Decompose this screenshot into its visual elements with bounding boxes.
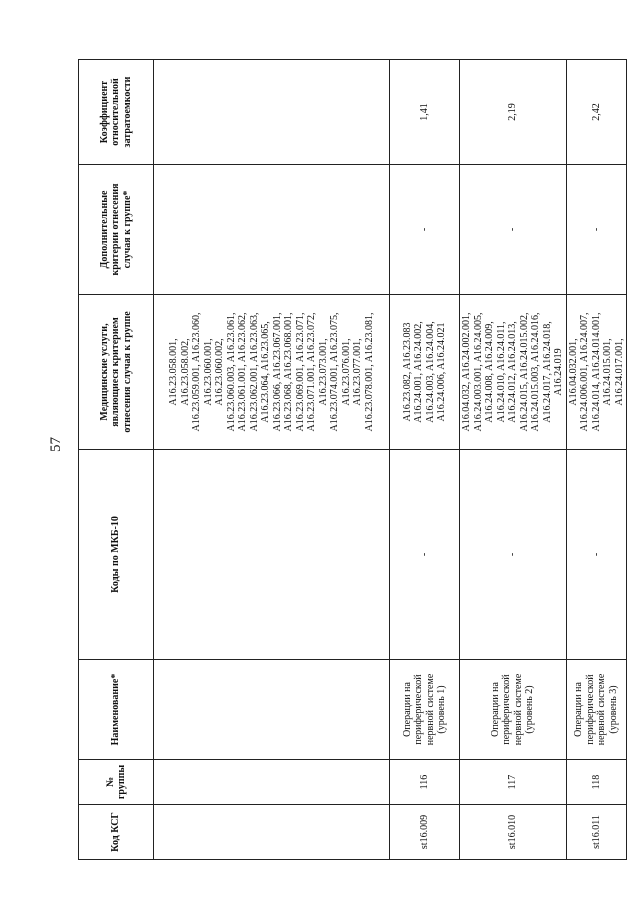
table-row bbox=[390, 60, 460, 860]
service-code-line: A16.23.068, A16.23.068.001, bbox=[283, 312, 294, 432]
service-code-line: A16.23.060.002, bbox=[214, 338, 225, 406]
cell-name bbox=[154, 660, 390, 760]
service-code-line: A16.24.010, A16.24.011, bbox=[495, 321, 507, 423]
cell-code: st16.009 bbox=[390, 805, 460, 860]
cell-icd-codes: - bbox=[390, 450, 460, 660]
header-icd-codes: Коды по МКБ-10 bbox=[79, 450, 154, 660]
cell-services bbox=[566, 295, 627, 450]
service-code-line: A16.24.001, A16.24.002, bbox=[413, 321, 424, 423]
ksg-table bbox=[78, 59, 627, 860]
cell-services bbox=[460, 295, 567, 450]
header-group-no: № группы bbox=[79, 760, 154, 805]
service-code-line: A16.04.032.001, bbox=[567, 338, 579, 406]
cell-coefficient bbox=[154, 60, 390, 165]
cell-coefficient: 1,41 bbox=[390, 60, 460, 165]
service-code-line: A16.24.012, A16.24.013, bbox=[507, 321, 518, 423]
service-code-line: A16.23.077.001, bbox=[352, 338, 363, 406]
cell-extra-criteria: - bbox=[566, 165, 627, 295]
service-code-line: A16.23.064, A16.23.065, bbox=[260, 321, 271, 423]
service-code-line: A16.24.015.003, A16.24.016, bbox=[530, 312, 541, 432]
cell-name: Операции на периферической нервной системе (уровень 3) bbox=[566, 660, 627, 760]
cell-icd-codes: - bbox=[566, 450, 627, 660]
service-code-line: A16.23.076.001, bbox=[340, 338, 352, 406]
page-number: 57 bbox=[48, 437, 64, 452]
service-code-line: A16.23.058.002, bbox=[179, 338, 191, 406]
service-code-line: A16.23.074.001, A16.23.075, bbox=[329, 312, 340, 432]
service-code-line: A16.24.015.001, bbox=[602, 338, 613, 406]
header-code: Код КСГ bbox=[79, 805, 154, 860]
service-code-line: A16.23.082, A16.23.083 bbox=[401, 322, 413, 422]
service-code-line: A16.24.008, A16.24.009, bbox=[484, 321, 495, 423]
cell-services bbox=[154, 295, 390, 450]
service-code-line: A16.24.003.001, A16.24.005, bbox=[472, 312, 484, 432]
service-code-line: A16.23.058.001, bbox=[168, 338, 179, 406]
service-code-line: A16.23.060.001, bbox=[202, 338, 214, 406]
service-code-line: A16.24.019 bbox=[553, 348, 564, 396]
cell-coefficient: 2,19 bbox=[460, 60, 567, 165]
cell-extra-criteria: - bbox=[460, 165, 567, 295]
service-code-line: A16.23.071.001, A16.23.072, bbox=[306, 312, 317, 432]
cell-icd-codes bbox=[154, 450, 390, 660]
header-coefficient: Коэффициент относительной затратоемкости bbox=[79, 60, 154, 165]
cell-code: st16.011 bbox=[566, 805, 627, 860]
service-code-line: A16.23.069.001, A16.23.071, bbox=[294, 312, 306, 432]
service-code-line: A16.04.032, A16.24.002.001, bbox=[461, 312, 472, 432]
cell-code: st16.010 bbox=[460, 805, 567, 860]
cell-extra-criteria: - bbox=[390, 165, 460, 295]
service-code-line: A16.23.061.001, A16.23.062, bbox=[237, 312, 248, 432]
cell-group-no: 116 bbox=[390, 760, 460, 805]
table-row bbox=[566, 60, 627, 860]
service-code-line: A16.24.003, A16.24.004, bbox=[424, 321, 436, 423]
service-code-line: A16.24.015, A16.24.015.002, bbox=[518, 312, 530, 432]
header-services: Медицинские услуги, являющиеся критерием отнесения случая к группе bbox=[79, 295, 154, 450]
cell-coefficient: 2,42 bbox=[566, 60, 627, 165]
cell-services bbox=[390, 295, 460, 450]
service-code-line: A16.23.059.001, A16.23.060, bbox=[191, 312, 202, 432]
rotated-table-wrapper bbox=[78, 60, 625, 860]
cell-group-no: 118 bbox=[566, 760, 627, 805]
cell-group-no: 117 bbox=[460, 760, 567, 805]
service-code-line: A16.24.017, A16.24.018, bbox=[541, 321, 553, 423]
cell-group-no bbox=[154, 760, 390, 805]
service-code-line: A16.24.006, A16.24.021 bbox=[436, 322, 447, 422]
service-code-line: A16.24.014, A16.24.014.001, bbox=[590, 312, 602, 432]
table-header-row bbox=[79, 60, 154, 860]
table-row bbox=[460, 60, 567, 860]
service-code-line: A16.23.073.001, bbox=[317, 338, 329, 406]
cell-extra-criteria bbox=[154, 165, 390, 295]
service-code-line: A16.23.066, A16.23.067.001, bbox=[271, 312, 283, 432]
cell-code bbox=[154, 805, 390, 860]
service-code-line: A16.23.060.003, A16.23.061, bbox=[225, 312, 237, 432]
cell-name: Операции на периферической нервной системе (уровень 2) bbox=[460, 660, 567, 760]
header-name: Наименование* bbox=[79, 660, 154, 760]
service-code-line: A16.24.017.001, bbox=[613, 338, 625, 406]
service-code-line: A16.24.006.001, A16.24.007, bbox=[579, 312, 590, 432]
service-code-line: A16.23.062.001, A16.23.063, bbox=[248, 312, 260, 432]
table-row-continued bbox=[154, 60, 390, 860]
service-code-line: A16.23.078.001, A16.23.081, bbox=[363, 312, 375, 432]
header-extra-criteria: Дополнительные критерии отнесения случая к группе* bbox=[79, 165, 154, 295]
cell-name: Операции на периферической нервной системе (уровень 1) bbox=[390, 660, 460, 760]
cell-icd-codes: - bbox=[460, 450, 567, 660]
